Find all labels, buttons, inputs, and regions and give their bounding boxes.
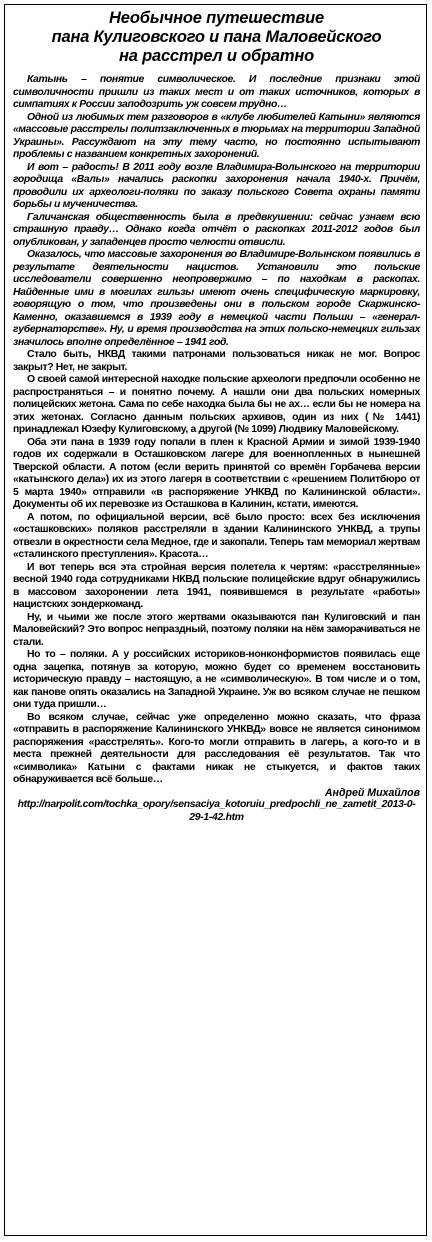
title-line: Необычное путешествие [109, 9, 324, 27]
article-body [13, 74, 420, 787]
paragraph: О своей самой интересной находке польские археологи предпочли особенно не распространяться – и понятно почему. А нашли они два польских номерных полицейских жетона. Сама по себе находка была бы не ах… если бы не номера на этих жетонах. Согласно данным польских архивов, один из них (№ 1441) принадлежал Юзефу Кулиговскому, а другой (№ 1099) Людвику Маловейскому. [13, 374, 420, 435]
paragraph: Галичанская общественность была в предвкушении: сейчас узнаем всю страшную правду… Однако когда отчёт о раскопках 2011-2012 годов был опубликован, у западенцев просто челюсти отвисли. [13, 211, 420, 248]
paragraph: Стало быть, НКВД такими патронами пользоваться никак не мог. Вопрос закрыт? Нет, не закрыт. [13, 349, 420, 373]
paragraph: Но то – поляки. А у российских историков-нонконформистов появилась еще одна зацепка, потянув за которую, можно будет со временем восстановить историческую правду – настоящую, а не «символическую». В том числе и о том, как пановe опять оказались на Западной Украине. Уж во всяком случае не пешком они туда пришли… [13, 649, 420, 710]
article-title [13, 9, 420, 66]
paragraph: Оба эти пана в 1939 году попали в плен к Красной Армии и зимой 1939-1940 годов их содержали в Осташковском лагере для военнопленных в нынешней Тверской области. А потом (если верить принятой со времён Горбачева версии «катынского дела») их из этого лагеря в соответствии с «решением Политбюро от 5 марта 1940» отправили «в распоряжение УНКВД по Калининской области». Документы об их перевозке из Осташкова в Калинин, кстати, имеются. [13, 436, 420, 510]
paragraph: И вот – радость! В 2011 году возле Владимира-Волынского на территории городища «Валы» начались раскопки захоронения начала 1940-х. Причём, проводили их археологи-поляки по заказу польского Совета охраны памяти борьбы и мученичества. [13, 161, 420, 210]
paragraph: Ну, и чьими же после этого жертвами оказываются пан Кулиговский и пан Маловейский? Это вопрос непраздный, поэтому поляки на нём заморачиваться не стали. [13, 611, 420, 648]
source-link[interactable]: http://narpolit.com/tochka_opory/sensaciya_kotoruiu_predpochli_ne_zametit_2013-0-29-1-42.htm [17, 799, 416, 823]
paragraph: Катынь – понятие символическое. И последние признаки этой символичности пришли из таких мест и от таких источников, которых в симпатиях к России заподозрить уж совсем трудно… [13, 74, 420, 110]
author-signature: Андрей Михайлов [324, 786, 420, 799]
title-line: на расстрел и обратно [118, 47, 315, 65]
paragraph: И вот теперь вся эта стройная версия полетела к чертям: «расстрелянные» весной 1940 года сотрудниками НКВД польские полицейские вдруг обнаружились в массовом захоронении лета 1941, появившемся в результате «работы» нацистских зондеркоманд. [13, 561, 420, 610]
paragraph: Оказалось, что массовые захоронения во Владимире-Волынском появились в результате деятельности нацистов. Установили это польские исследователи совершенно неопровержимо – по находкам в раскопах. Найденные ими в могилах гильзы имеют очень специфическую маркировку, говорящую о том, что произведены они в польском городе Скаржинско-Каменно, оказавшемся в 1939 году в немецкой части Польши – «генерал-губернаторстве». Ну, и время производства на этих польско-немецких гильзах значилось вполне определённое – 1941 год. [13, 249, 420, 348]
article-frame [4, 4, 427, 1236]
title-line: пана Кулиговского и пана Маловейского [51, 28, 382, 46]
paragraph: Во всяком случае, сейчас уже определенно можно сказать, что фраза «отправить в распоряжение Калининского УНКВД» вовсе не является синонимом распоряжения «расстрелять». Кого-то могли отправить в лагерь, а кого-то и в места прежней деятельности для расследования её результатов. Так что «символика» Катыни с фактами никак не стыкуется, и фактов таких обнаруживается всё больше… [13, 711, 420, 785]
paragraph: Одной из любимых тем разговоров в «клубе любителей Катыни» являются «массовые расстрелы политзаключенных в тюрьмах на территории Западной Украины». Рассуждают на эту тему часто, но постоянно испытывают проблемы с названием конкретных захоронений. [13, 111, 420, 160]
paragraph: А потом, по официальной версии, всё было просто: всех без исключения «осташковских» поляков расстреляли в здании Калининского УНКВД, а трупы отвезли в окрестности села Медное, где и закопали. Теперь там мемориал жертвам «сталинского преступления». Красота… [13, 511, 420, 560]
